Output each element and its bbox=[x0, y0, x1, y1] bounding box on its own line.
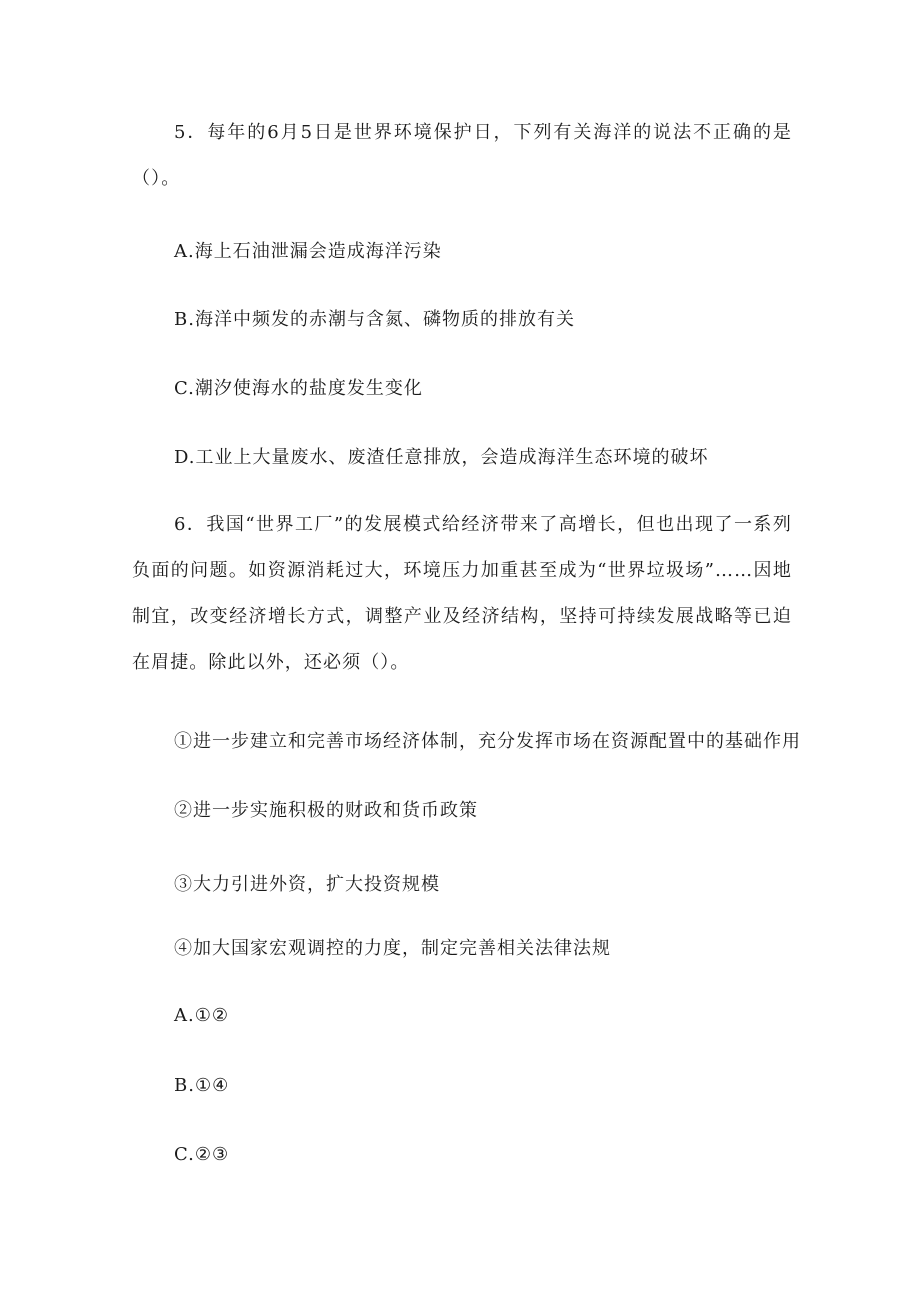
question-5-option-b: B.海洋中频发的赤潮与含氮、磷物质的排放有关 bbox=[174, 309, 575, 330]
question-6-statement-2: ②进一步实施积极的财政和货币政策 bbox=[174, 800, 478, 821]
question-5-option-a: A.海上石油泄漏会造成海洋污染 bbox=[174, 241, 442, 262]
question-6-option-b: B.①④ bbox=[174, 1075, 230, 1096]
question-5-option-c: C.潮汐使海水的盐度发生变化 bbox=[174, 378, 423, 399]
question-6-option-a: A.①② bbox=[174, 1005, 229, 1026]
question-6-stem: 6．我国“世界工厂”的发展模式给经济带来了高增长，但也出现了一系列负面的问题。如资源消耗过大，环境压力加重甚至成为“世界垃圾场”……因地制宜，改变经济增长方式，调整产业及经济结构，坚持可持续发展战略等已迫在眉捷。除此以外，还必须（）。 bbox=[132, 514, 792, 673]
question-6-statement-4: ④加大国家宏观调控的力度，制定完善相关法律法规 bbox=[174, 938, 611, 959]
question-6-statement-1: ①进一步建立和完善市场经济体制，充分发挥市场在资源配置中的基础作用 bbox=[174, 731, 801, 752]
question-6-option-c: C.②③ bbox=[174, 1144, 230, 1165]
question-5-stem: 5．每年的6月5日是世界环境保护日，下列有关海洋的说法不正确的是（）。 bbox=[132, 122, 792, 189]
question-5-option-d: D.工业上大量废水、废渣任意排放，会造成海洋生态环境的破坏 bbox=[174, 447, 709, 468]
question-6-statement-3: ③大力引进外资，扩大投资规模 bbox=[174, 874, 440, 895]
